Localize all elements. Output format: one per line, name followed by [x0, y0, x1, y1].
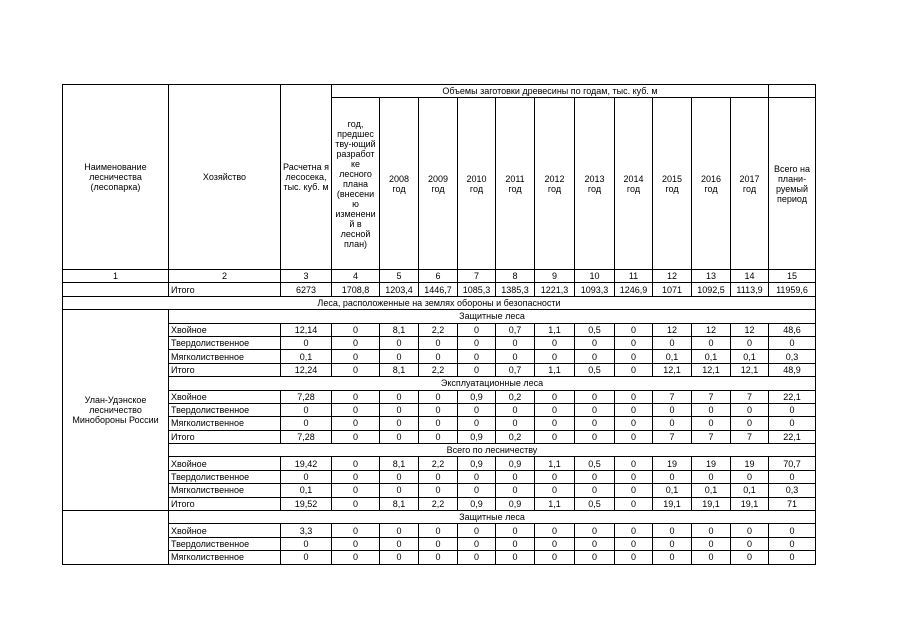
table-row [63, 430, 816, 443]
table-row [63, 470, 816, 483]
table-cell: 0 [332, 390, 380, 403]
forestry-name [63, 511, 169, 565]
table-cell: 8,1 [380, 363, 419, 376]
table-cell: 19,1 [653, 497, 692, 510]
empty-cell [63, 283, 169, 296]
table-cell: 0 [615, 350, 653, 363]
table-cell: 0 [615, 524, 653, 537]
section-heading-row [63, 296, 816, 309]
table-cell: 0 [419, 350, 458, 363]
table-cell: 0,9 [458, 497, 496, 510]
table-cell: 0 [769, 403, 816, 416]
header-prev-year: год, предшес тву-ющий разработ ке лесного плана (внесени ю изменени й в лесной план) [332, 98, 380, 270]
table-cell: 0 [575, 470, 615, 483]
column-number: 7 [458, 270, 496, 283]
table-cell: 0 [496, 551, 535, 564]
table-row [63, 484, 816, 497]
table-cell: 0 [380, 524, 419, 537]
table-cell: 0 [281, 336, 332, 349]
table-cell: 0 [615, 537, 653, 550]
table-cell: 0 [615, 497, 653, 510]
table-cell: 0 [380, 430, 419, 443]
table-cell: 1708,8 [332, 283, 380, 296]
table-cell: 0 [615, 470, 653, 483]
header-blank-cell [769, 85, 816, 98]
table-cell: 0 [769, 537, 816, 550]
table-cell: 0 [615, 430, 653, 443]
table-cell: 0 [769, 417, 816, 430]
table-cell: 6273 [281, 283, 332, 296]
column-number: 5 [380, 270, 419, 283]
table-cell: 0 [458, 537, 496, 550]
table-cell: 0 [692, 537, 731, 550]
table-cell: 0 [496, 537, 535, 550]
header-year: 2010 год [458, 98, 496, 270]
header-year: 2008 год [380, 98, 419, 270]
table-cell: 48,6 [769, 323, 816, 336]
table-cell: 0 [692, 403, 731, 416]
table-cell: 0 [731, 336, 769, 349]
table-cell: 0 [615, 336, 653, 349]
table-cell: 0 [769, 336, 816, 349]
row-label: Мягколиственное [169, 484, 281, 497]
table-cell: 0,1 [281, 350, 332, 363]
table-cell: 0 [281, 417, 332, 430]
table-cell: 0,7 [496, 323, 535, 336]
group-heading-row [63, 310, 816, 323]
table-cell: 0 [332, 350, 380, 363]
table-cell: 2,2 [419, 363, 458, 376]
table-cell: 0 [575, 537, 615, 550]
header-year: 2009 год [419, 98, 458, 270]
table-cell: 0 [458, 524, 496, 537]
column-number: 1 [63, 270, 169, 283]
table-cell: 0 [535, 551, 575, 564]
table-cell: 1,1 [535, 323, 575, 336]
table-cell: 0 [615, 363, 653, 376]
table-cell: 1221,3 [535, 283, 575, 296]
table-cell: 0 [332, 497, 380, 510]
table-cell: 0 [769, 524, 816, 537]
table-cell: 0 [731, 537, 769, 550]
table-cell: 0,1 [731, 350, 769, 363]
table-cell: 0 [496, 484, 535, 497]
column-number: 15 [769, 270, 816, 283]
table-cell: 0 [419, 390, 458, 403]
table-cell: 7 [692, 430, 731, 443]
table-cell: 12 [692, 323, 731, 336]
table-cell: 7 [731, 430, 769, 443]
row-label: Итого [169, 363, 281, 376]
table-cell: 0 [653, 551, 692, 564]
table-cell: 0 [332, 537, 380, 550]
table-row [63, 363, 816, 376]
table-row [63, 403, 816, 416]
header-year: 2016 год [692, 98, 731, 270]
table-cell: 0 [535, 484, 575, 497]
table-cell: 0 [575, 524, 615, 537]
table-cell: 0 [535, 390, 575, 403]
table-cell: 0 [380, 484, 419, 497]
table-cell: 12,1 [731, 363, 769, 376]
table-cell: 0,9 [458, 457, 496, 470]
table-cell: 12 [731, 323, 769, 336]
row-label: Твердолиственное [169, 537, 281, 550]
table-cell: 0 [653, 417, 692, 430]
row-label: Хвойное [169, 457, 281, 470]
table-cell: 8,1 [380, 457, 419, 470]
table-cell: 0 [769, 470, 816, 483]
table-cell: 0 [419, 551, 458, 564]
table-cell: 0 [653, 537, 692, 550]
table-cell: 0,9 [496, 457, 535, 470]
table-cell: 0 [332, 484, 380, 497]
column-number: 8 [496, 270, 535, 283]
table-cell: 0 [380, 350, 419, 363]
table-cell: 1203,4 [380, 283, 419, 296]
table-cell: 0 [281, 470, 332, 483]
table-row [63, 336, 816, 349]
table-cell: 2,2 [419, 497, 458, 510]
table-cell: 0 [419, 470, 458, 483]
group-heading: Защитные леса [169, 511, 816, 524]
table-cell: 0 [615, 551, 653, 564]
column-number: 2 [169, 270, 281, 283]
row-label: Мягколиственное [169, 350, 281, 363]
table-cell: 0 [615, 417, 653, 430]
table-cell: 0 [692, 417, 731, 430]
table-cell: 0 [535, 524, 575, 537]
table-cell: 0 [380, 551, 419, 564]
table-cell: 0 [731, 403, 769, 416]
table-cell: 0 [615, 457, 653, 470]
group-heading: Всего по лесничеству [169, 444, 816, 457]
table-cell: 0,5 [575, 363, 615, 376]
table-cell: 0 [535, 336, 575, 349]
table-cell: 0 [332, 470, 380, 483]
table-cell: 0 [615, 390, 653, 403]
table-cell: 0 [575, 390, 615, 403]
table-cell: 0 [535, 350, 575, 363]
table-cell: 1,1 [535, 457, 575, 470]
table-cell: 0 [575, 417, 615, 430]
group-heading-row [63, 511, 816, 524]
header-total-period: Всего на плани-руемый период [769, 98, 816, 270]
table-row [63, 350, 816, 363]
table-cell: 1085,3 [458, 283, 496, 296]
table-cell: 0,3 [769, 350, 816, 363]
table-cell: 0,3 [769, 484, 816, 497]
column-number: 11 [615, 270, 653, 283]
table-cell: 0 [535, 417, 575, 430]
table-cell: 12,24 [281, 363, 332, 376]
table-cell: 1113,9 [731, 283, 769, 296]
table-cell: 22,1 [769, 430, 816, 443]
table-cell: 7 [653, 430, 692, 443]
table-cell: 0 [281, 537, 332, 550]
table-cell: 0,1 [653, 484, 692, 497]
table-cell: 0 [496, 470, 535, 483]
table-cell: 12,14 [281, 323, 332, 336]
table-cell: 19 [653, 457, 692, 470]
table-cell: 0 [281, 551, 332, 564]
table-row [63, 497, 816, 510]
table-cell: 0 [615, 323, 653, 336]
header-volumes-title: Объемы заготовки древесины по годам, тыс. куб. м [332, 85, 769, 98]
column-number: 4 [332, 270, 380, 283]
group-heading-row [63, 377, 816, 390]
table-cell: 0 [615, 484, 653, 497]
table-cell: 0 [332, 551, 380, 564]
table-cell: 12,1 [692, 363, 731, 376]
table-cell: 0 [281, 403, 332, 416]
table-cell: 0 [692, 524, 731, 537]
table-cell: 0,1 [692, 484, 731, 497]
grand-total-row [63, 283, 816, 296]
column-number: 14 [731, 270, 769, 283]
table-cell: 2,2 [419, 457, 458, 470]
column-number-row [63, 270, 816, 283]
row-label: Мягколиственное [169, 417, 281, 430]
table-cell: 0 [332, 363, 380, 376]
table-cell: 71 [769, 497, 816, 510]
table-row [63, 457, 816, 470]
table-cell: 0,9 [458, 430, 496, 443]
table-cell: 0 [419, 484, 458, 497]
table-cell: 0 [575, 551, 615, 564]
table-cell: 0,1 [692, 350, 731, 363]
table-cell: 0 [496, 403, 535, 416]
table-cell: 8,1 [380, 497, 419, 510]
table-cell: 0 [458, 484, 496, 497]
table-cell: 0 [535, 537, 575, 550]
table-cell: 1092,5 [692, 283, 731, 296]
table-cell: 0 [380, 336, 419, 349]
row-label: Итого [169, 430, 281, 443]
table-cell: 0 [380, 470, 419, 483]
table-cell: 0 [692, 551, 731, 564]
table-cell: 0 [535, 403, 575, 416]
table-cell: 0 [653, 336, 692, 349]
table-cell: 0 [332, 336, 380, 349]
table-row [63, 417, 816, 430]
table-cell: 0 [731, 551, 769, 564]
table-cell: 0,1 [281, 484, 332, 497]
table-cell: 0 [535, 470, 575, 483]
table-row [63, 390, 816, 403]
table-cell: 0 [496, 350, 535, 363]
table-cell: 7 [731, 390, 769, 403]
column-number: 6 [419, 270, 458, 283]
header-year: 2013 год [575, 98, 615, 270]
table-cell: 0 [731, 470, 769, 483]
table-cell: 3,3 [281, 524, 332, 537]
table-cell: 0 [332, 403, 380, 416]
table-cell: 12 [653, 323, 692, 336]
table-cell: 0,9 [458, 390, 496, 403]
row-label: Твердолиственное [169, 470, 281, 483]
table-cell: 0,7 [496, 363, 535, 376]
table-cell: 0 [496, 336, 535, 349]
header-year: 2011 год [496, 98, 535, 270]
table-cell: 0 [575, 484, 615, 497]
table-cell: 2,2 [419, 323, 458, 336]
table-cell: 0 [731, 524, 769, 537]
header-year: 2017 год [731, 98, 769, 270]
table-cell: 0,1 [731, 484, 769, 497]
table-cell: 0 [419, 430, 458, 443]
table-cell: 19,1 [692, 497, 731, 510]
table-cell: 7 [653, 390, 692, 403]
row-label: Хвойное [169, 390, 281, 403]
table-cell: 0 [419, 417, 458, 430]
table-cell: 0 [380, 417, 419, 430]
table-cell: 0 [419, 524, 458, 537]
section-heading: Леса, расположенные на землях обороны и безопасности [63, 296, 816, 309]
column-number: 12 [653, 270, 692, 283]
table-cell: 0 [575, 350, 615, 363]
group-heading: Эксплуатационные леса [169, 377, 816, 390]
table-cell: 0 [496, 524, 535, 537]
table-row [63, 537, 816, 550]
table-cell: 1093,3 [575, 283, 615, 296]
table-cell: 0 [332, 524, 380, 537]
table-cell: 0 [332, 417, 380, 430]
table-cell: 0,9 [496, 497, 535, 510]
forest-harvest-table [62, 84, 816, 565]
table-cell: 0 [653, 524, 692, 537]
table-cell: 19,1 [731, 497, 769, 510]
table-cell: 70,7 [769, 457, 816, 470]
table-cell: 0 [458, 363, 496, 376]
table-row [63, 551, 816, 564]
table-cell: 0,1 [653, 350, 692, 363]
header-row-top [63, 85, 816, 98]
table-cell: 8,1 [380, 323, 419, 336]
header-year: 2012 год [535, 98, 575, 270]
table-cell: 0 [575, 430, 615, 443]
table-cell: 0 [458, 551, 496, 564]
table-cell: 0 [692, 336, 731, 349]
table-cell: 0,2 [496, 390, 535, 403]
table-cell: 1385,3 [496, 283, 535, 296]
table-cell: 1,1 [535, 363, 575, 376]
table-cell: 0 [692, 470, 731, 483]
table-cell: 0 [458, 323, 496, 336]
table-cell: 0 [419, 403, 458, 416]
table-cell: 0 [615, 403, 653, 416]
table-cell: 1246,9 [615, 283, 653, 296]
header-year: 2015 год [653, 98, 692, 270]
table-cell: 19,52 [281, 497, 332, 510]
table-cell: 48,9 [769, 363, 816, 376]
table-cell: 0 [575, 403, 615, 416]
group-heading: Защитные леса [169, 310, 816, 323]
table-cell: 0,5 [575, 323, 615, 336]
table-cell: 0 [458, 336, 496, 349]
table-cell: 0 [769, 551, 816, 564]
row-label: Твердолиственное [169, 336, 281, 349]
row-label: Мягколиственное [169, 551, 281, 564]
row-label: Хвойное [169, 323, 281, 336]
table-cell: 0 [380, 403, 419, 416]
header-economy: Хозяйство [169, 85, 281, 270]
table-cell: 19 [692, 457, 731, 470]
table-cell: 0 [535, 430, 575, 443]
table-cell: 7,28 [281, 390, 332, 403]
row-label: Итого [169, 283, 281, 296]
table-cell: 0 [332, 323, 380, 336]
table-cell: 0 [458, 350, 496, 363]
column-number: 10 [575, 270, 615, 283]
table-cell: 0 [458, 470, 496, 483]
table-cell: 0 [653, 403, 692, 416]
table-row [63, 524, 816, 537]
table-cell: 12,1 [653, 363, 692, 376]
table-cell: 0 [458, 403, 496, 416]
table-cell: 0 [653, 470, 692, 483]
row-label: Хвойное [169, 524, 281, 537]
table-cell: 1,1 [535, 497, 575, 510]
table-cell: 0 [458, 417, 496, 430]
table-cell: 1446,7 [419, 283, 458, 296]
table-cell: 0,5 [575, 497, 615, 510]
header-forestry: Наименование лесничества (лесопарка) [63, 85, 169, 270]
table-cell: 0 [496, 417, 535, 430]
header-year: 2014 год [615, 98, 653, 270]
table-cell: 0 [380, 390, 419, 403]
table-cell: 19 [731, 457, 769, 470]
forestry-name: Улан-Удэнское лесничество Минобороны России [63, 310, 169, 511]
row-label: Твердолиственное [169, 403, 281, 416]
table-cell: 0,2 [496, 430, 535, 443]
table-cell: 0,5 [575, 457, 615, 470]
table-cell: 22,1 [769, 390, 816, 403]
table-cell: 7 [692, 390, 731, 403]
table-cell: 1071 [653, 283, 692, 296]
table-cell: 7,28 [281, 430, 332, 443]
table-cell: 0 [380, 537, 419, 550]
table-cell: 19,42 [281, 457, 332, 470]
group-heading-row [63, 444, 816, 457]
table-cell: 0 [731, 417, 769, 430]
table-cell: 0 [419, 336, 458, 349]
table-cell: 11959,6 [769, 283, 816, 296]
column-number: 13 [692, 270, 731, 283]
table-cell: 0 [332, 457, 380, 470]
table-cell: 0 [575, 336, 615, 349]
table-row [63, 323, 816, 336]
column-number: 3 [281, 270, 332, 283]
header-allowable-cut: Расчетна я лесосека, тыс. куб. м [281, 85, 332, 270]
table-cell: 0 [419, 537, 458, 550]
row-label: Итого [169, 497, 281, 510]
table-cell: 0 [332, 430, 380, 443]
column-number: 9 [535, 270, 575, 283]
